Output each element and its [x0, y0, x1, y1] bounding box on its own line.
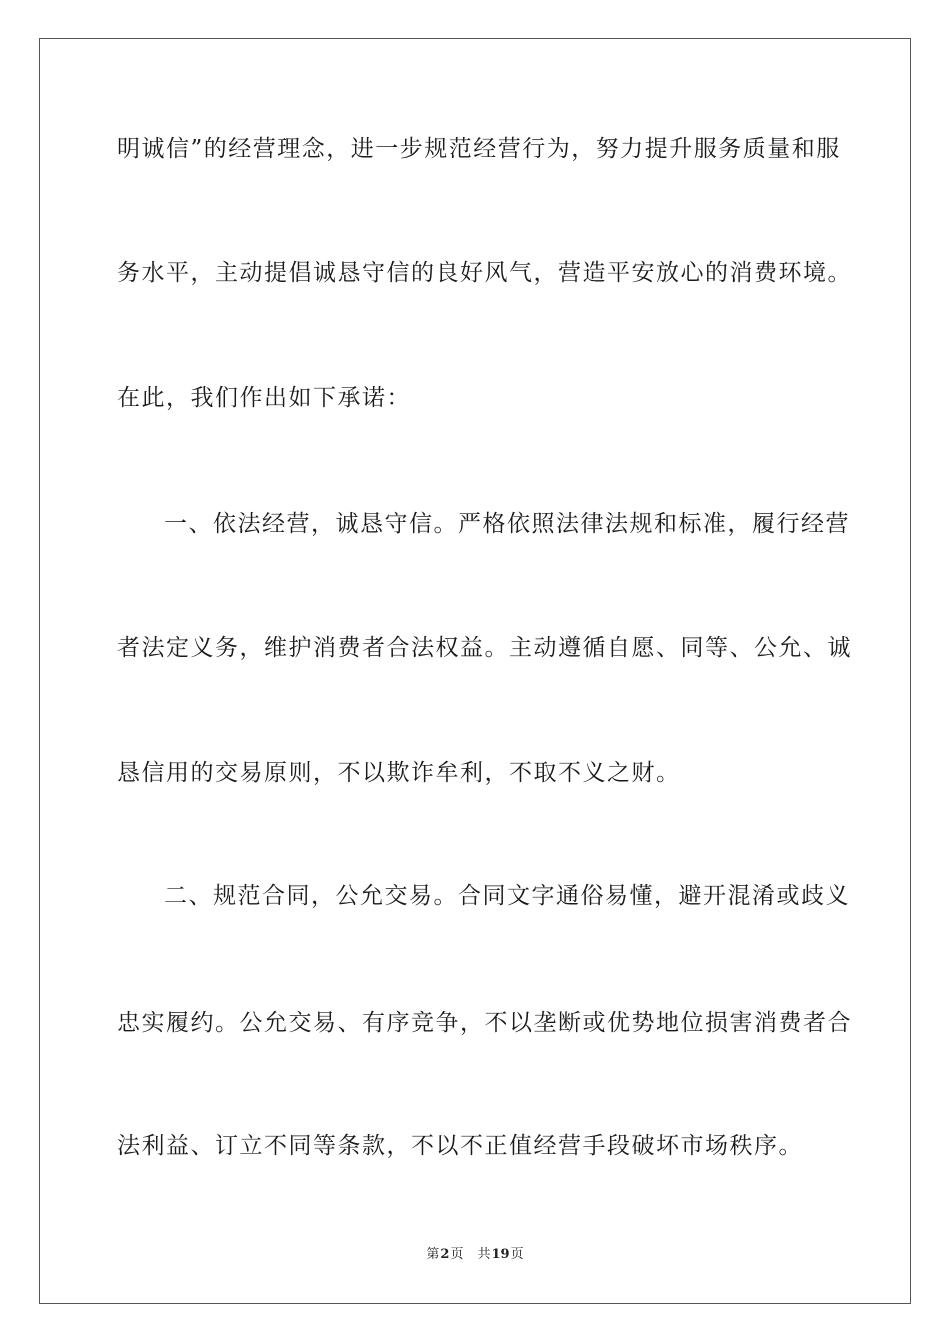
body-text-line: 务水平，主动提倡诚恳守信的良好风气，营造平安放心的消费环境。	[117, 260, 852, 286]
paragraph-two-first-line: 二、规范合同，公允交易。合同文字通俗易懂，避开混淆或歧义	[164, 883, 850, 909]
total-suffix: 页	[510, 1247, 524, 1262]
paragraph-one-first-line: 一、依法经营，诚恳守信。严格依照法律法规和标准，履行经营	[164, 511, 850, 537]
page-suffix: 页	[450, 1247, 464, 1262]
page-prefix: 第	[426, 1247, 440, 1262]
page-number: 2	[440, 1247, 450, 1262]
page-footer	[0, 1246, 950, 1264]
total-pages: 19	[491, 1247, 510, 1262]
body-text-line: 恳信用的交易原则，不以欺诈牟利，不取不义之财。	[117, 760, 681, 786]
body-text-line: 明诚信”的经营理念，进一步规范经营行为，努力提升服务质量和服	[117, 136, 841, 162]
total-prefix: 共	[477, 1247, 491, 1262]
body-text-line: 在此，我们作出如下承诺：	[117, 385, 411, 411]
body-text-line: 忠实履约。公允交易、有序竞争，不以垄断或优势地位损害消费者合	[117, 1010, 852, 1036]
page-border	[39, 38, 911, 1304]
body-text-line: 者法定义务，维护消费者合法权益。主动遵循自愿、同等、公允、诚	[117, 635, 852, 661]
body-text-line: 法利益、订立不同等条款，不以不正值经营手段破坏市场秩序。	[117, 1133, 803, 1159]
